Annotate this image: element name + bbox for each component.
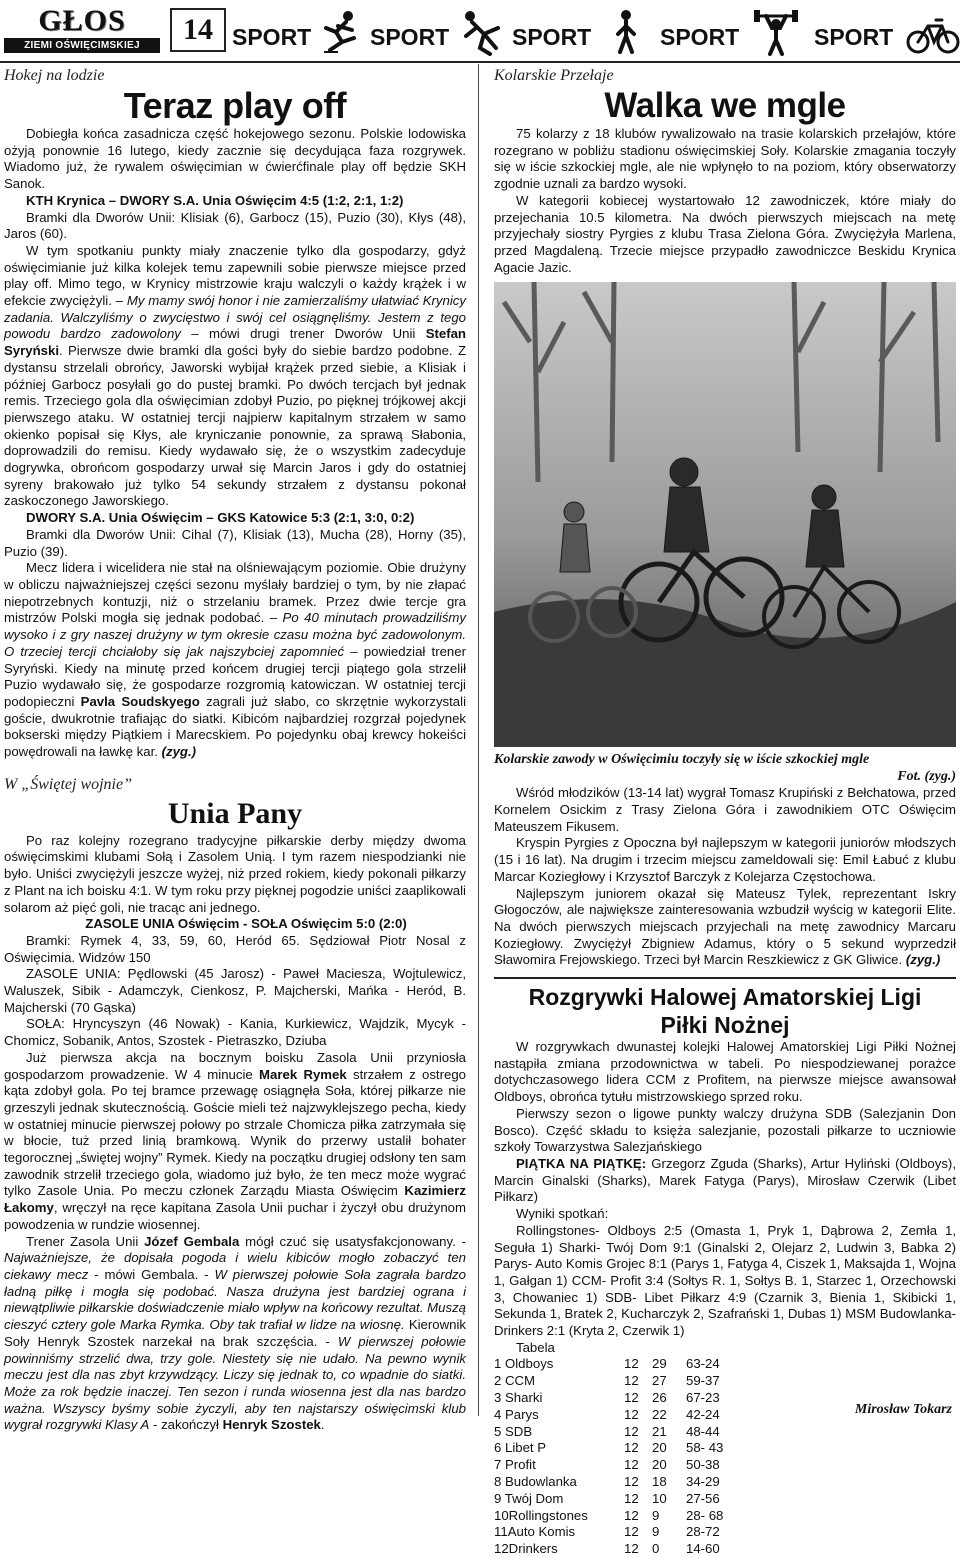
table-row <box>494 1457 794 1474</box>
points: 18 <box>652 1474 667 1489</box>
section-label-5: SPORT <box>814 24 894 50</box>
goal-difference: 28-72 <box>686 1524 720 1540</box>
goal-difference: 28- 68 <box>686 1507 724 1523</box>
text-run: – powiedział trener Syryński. Kiedy na minutę przed końcem drugiej tercji piątego gola strzelił Puzio wydawało się, że gospodarze rozgromią katowiczan. W ostatniej tercji podopieczni <box>4 643 466 709</box>
article-headline: Walka we mgle <box>604 86 846 125</box>
text-run: Kierownik Soły Henryk Szostek narzekał na brak szczęścia. - <box>4 1317 466 1349</box>
author-signoff: (zyg.) <box>161 744 197 760</box>
team-name: 2 CCM <box>494 1373 536 1389</box>
article-paragraph <box>494 886 956 970</box>
text-run: mógł czuć się usatysfakcjonowany. - <box>245 1233 466 1249</box>
points: 29 <box>652 1356 667 1372</box>
team-name: 3 Sharki <box>494 1390 543 1406</box>
article-kicker: W „Świętej wojnie” <box>4 775 132 793</box>
football-article <box>4 775 466 1434</box>
table-row <box>494 1440 794 1457</box>
team-name: 5 SDB <box>494 1423 533 1439</box>
text-run: Grzegorz Zguda (Sharks), Artur Hyliński (Oldboys), Marcin Ginalski (Sharks), Marek Fatyga (Parys), Mirosław Czerwik (Libet Piłkarz) <box>494 1155 956 1205</box>
team-name: 8 Budowlanka <box>494 1474 577 1489</box>
article-paragraph: W rozgrywkach dwunastej kolejki Halowej Amatorskiej Ligi Piłki Nożnej nastąpiła zmiana przodownictwa w tabeli. Po niespodziewanej porażce dotychczasowego lidera CCM z Profitem, na pierwsze miejsce awansował Oldboys, obrońca tytułu mistrzowskiego sprzed roku. <box>494 1039 956 1105</box>
text-run: . Pierwsze dwie bramki dla gości były do siebie bardzo podobne. Z dystansu strzelali obrońcy, Jaworski wybijał krążek przed siebie, a Klisiak i później Garbocz posyłali go do pustej bramki. Po dwóch tercjach był jednak remis. Trzeciego gola dla oświęcimian zdobył Puzio, po pięknej trójkowej akcji pierwszego ataku. W ostatniej tercji najpierw kapitalnym strzałem w samo okienko popisał się Kłys, ale kryniczanie ponownie, za sprawą Słabonia, doprowadzili do remisu. Kiedy wydawało się, że o wszystkim zadecyduje dogrywka, obrońcom gospodarzy urwał się Marcin Jaros i gdy do ostatniej syreny brakowało już tylko 54 sekundy strzałem z dystansu pokonał zaskoczonego Jaworskiego. <box>4 343 466 509</box>
table-row <box>494 1541 794 1558</box>
table-row <box>494 1474 794 1491</box>
person-name: Henryk Szostek <box>222 1417 321 1433</box>
futsal-article <box>494 983 956 1558</box>
logo-subtitle: ZIEMI OŚWIĘCIMSKIEJ <box>4 38 160 53</box>
lineup: SOŁA: Hryncyszyn (46 Nowak) - Kania, Kurkiewicz, Wajdzik, Mycyk - Chomicz, Sobanik, Antos, Szostek - Pietraszko, Dziuba <box>4 1016 466 1049</box>
team-name: 11Auto Komis <box>494 1524 576 1540</box>
section-label-4: SPORT <box>660 24 740 50</box>
games-played: 12 <box>624 1490 639 1506</box>
games-played: 12 <box>624 1541 639 1557</box>
article-paragraph <box>494 1156 956 1206</box>
article-paragraph: Dobiegła końca zasadnicza część hokejowego sezonu. Polskie lodowiska ożyją ponownie 16 lutego, kiedy zacznie się decydująca faza rozgrywek. Wiadomo już, że rywalem oświęcimian w ćwierćfinale play off będzie SKH Sanok. <box>4 126 466 192</box>
table-label: Tabela <box>516 1339 555 1355</box>
points: 9 <box>652 1507 660 1523</box>
table-row <box>494 1491 794 1508</box>
games-played: 12 <box>624 1524 639 1540</box>
goal-scorers: Bramki dla Dworów Unii: Cihal (7), Klisiak (13), Mucha (28), Horny (35), Puzio (39). <box>4 526 466 559</box>
photo-caption: Kolarskie zawody w Oświęcimiu toczyły się w iście szkockiej mgle <box>494 752 870 768</box>
goal-scorers: Bramki: Rymek 4, 33, 59, 60, Heród 65. Sędziował Piotr Nosal z Oświęcimia. Widzów 150 <box>4 932 466 965</box>
article-paragraph: Po raz kolejny rozegrano tradycyjne piłkarskie derby między dwoma oświęcimskimi klubami Sołą i Zasolem Unią. I tym razem niespodzianki nie było. Uniści zwyciężyli jeszcze wyżej, niż przed rokiem, kiedy pokonali piłkarzy z Plant na ich boisku 4:1. W tym roku przy pięknej pogodzie uniści zaaplikowali solarom aż pięć goli, nie tracąc ani jednego. <box>4 832 466 915</box>
table-row <box>494 1356 794 1373</box>
league-table <box>494 1356 794 1558</box>
table-row <box>494 1524 794 1541</box>
games-played: 12 <box>624 1474 639 1489</box>
lineup: ZASOLE UNIA: Pędlowski (45 Jarosz) - Paweł Maciesza, Wojtulewicz, Waluszek, Sibik - Adamczyk, Cienkosz, P. Majcherski, Mańka - Heród, B. Majcherski (70 Gąska) <box>4 966 466 1015</box>
article-paragraph <box>4 243 466 510</box>
games-played: 12 <box>624 1406 639 1422</box>
person-name: Pavla Soudskyego <box>80 693 200 709</box>
section-label-2: SPORT <box>370 24 450 50</box>
table-row <box>494 1390 794 1407</box>
goal-difference: 67-23 <box>686 1390 720 1406</box>
author-signature: Mirosław Tokarz <box>854 1402 952 1417</box>
text-run: Trener Zasola Unii <box>26 1233 139 1249</box>
page-number: 14 <box>170 8 226 52</box>
text-run: - mówi Gembala. - <box>94 1267 209 1282</box>
person-name: Józef Gembala <box>144 1233 240 1249</box>
text-run: strzałem z ostrego kąta zdobył gola. Po tej bramce przewagę osiągnęła Soła, której piłkarze nie grzeszyli jednak skutecznością. Goście mieli też najzwyklejszego pecha, kiedy w ostatniej minucie pierwszej połowy po strzale Chomicza piłka zatrzymała się w błocie, tuż przed linią bramkową. Wynik do przerwy ustalił bohater tegorocznej „świętej wojny” Rymek. Kiedy na początku drugiej odsłony ten sam zawodnik strzelił trzeciego gola, wiadomo już było, że ten mecz może wygrać tylko Zasole Unia. Po meczu członek Zarządu Miasta Oświęcim <box>4 1066 466 1199</box>
quote: W pierwszej połowie Soła zagrała bardzo ładną piłkę i mogła się podobać. Nasza drużyna jest bardziej ograna i niewątpliwie piłkarskie doświadczenie miało wpływ na końcowy rezultat. Muszą cieszyć cztery gole Marka Rymka. Oby tak trafiał w lidze na wiosnę. <box>4 1267 466 1333</box>
team-name: 4 Parys <box>494 1406 539 1422</box>
section-rule <box>494 977 956 979</box>
article-headline <box>494 983 956 1039</box>
article-paragraph <box>4 1050 466 1234</box>
logo-title: GŁOS <box>38 4 126 37</box>
goal-difference: 27-56 <box>686 1490 720 1506</box>
header-rule <box>0 61 960 63</box>
quote: Po 40 minutach prowadziliśmy wysoko i z gry naszej drużyny w tym okresie czasu można być zadowolonym. O trzeciej tercji chciałoby się jak najszybciej zapomnieć <box>4 610 466 659</box>
table-row <box>494 1373 794 1390</box>
games-played: 12 <box>624 1507 639 1523</box>
team-name: 10Rollingstones <box>494 1507 588 1523</box>
text-run: Mecz lidera i wicelidera nie stał na olśniewającym poziomie. Obie drużyny w obliczu najważniejszej części sezonu myślały bardziej o tym, by nie złapać niepotrzebnych kontuzji, niż o strzelaniu bramek. Przez dwie tercje gra mistrzów Polski mogła się jednak podobać. – <box>4 560 466 626</box>
person-name: Marek Rymek <box>259 1066 347 1082</box>
match-result: KTH Krynica – DWORY S.A. Unia Oświęcim 4:5 (1:2, 2:1, 1:2) <box>26 192 404 208</box>
article-paragraph: Pierwszy sezon o ligowe punkty walczy drużyna SDB (Salezjanin Don Bosco). Część składu to księża salezjanie, pozostali piłkarze to uczniowie szkoły Towarzystwa Salezjańskiego <box>494 1105 956 1155</box>
team-name: 1 Oldboys <box>494 1356 554 1372</box>
goal-difference: 48-44 <box>686 1423 720 1439</box>
cyclists-photo <box>494 282 956 747</box>
match-result: ZASOLE UNIA Oświęcim - SOŁA Oświęcim 5:0 (2:0) <box>85 916 407 932</box>
games-played: 12 <box>624 1457 639 1473</box>
cycling-article <box>494 66 956 969</box>
walker-icon <box>602 8 650 56</box>
goal-difference: 34-29 <box>686 1474 720 1489</box>
page-header <box>0 0 960 62</box>
bicycle-icon <box>906 8 960 56</box>
quote: My mamy swój honor i nie zamierzaliśmy ułatwiać Krynicy zadania. Walczyliśmy o zwycięstwo i swój cel osiągnęliśmy. Jestem z tego powodu bardzo zadowolony <box>4 293 466 342</box>
person-name: Kazimierz Łakomy <box>4 1183 466 1216</box>
headline-line: Rozgrywki Halowej Amatorskiej Ligi <box>528 984 922 1011</box>
label: PIĄTKA NA PIĄTKĘ: <box>516 1155 647 1171</box>
games-played: 12 <box>624 1373 639 1389</box>
author-signoff: (zyg.) <box>905 952 941 968</box>
article-paragraph: Kryspin Pyrgies z Opoczna był najlepszym w kategorii juniorów młodszych (15 i 16 lat). Na drugim i trzecim miejscu zameldowali się: Emil Łabuć z klubu Marcar Koziegłowy i Krzysztof Barczyk z Kolejarza Częstochowa. <box>494 835 956 884</box>
goal-difference: 50-38 <box>686 1457 720 1473</box>
team-name: 7 Profit <box>494 1457 536 1473</box>
games-played: 12 <box>624 1390 639 1406</box>
article-paragraph: W kategorii kobiecej wystartowało 12 zawodniczek, które miały do przejechania 10.5 kilometra. Na dwóch pierwszych miejscach na metę przyjechały siostry Pyrgies z klubu Trasa Zielona Góra. Zwyciężyła Marlena, przed Magdaleną. Trzecie miejsce przypadło zawodniczce Beskidu Krynica Agacie Jazic. <box>494 192 956 275</box>
goal-difference: 42-24 <box>686 1406 720 1422</box>
points: 10 <box>652 1490 667 1506</box>
goal-difference: 59-37 <box>686 1373 720 1389</box>
article-headline: Teraz play off <box>123 85 347 126</box>
table-row <box>494 1407 794 1424</box>
left-column <box>4 66 466 1434</box>
games-played: 12 <box>624 1356 639 1372</box>
points: 22 <box>652 1406 667 1422</box>
team-name: 6 Libet P <box>494 1440 547 1456</box>
goal-scorers: Bramki dla Dworów Unii: Klisiak (6), Garbocz (15), Puzio (30), Kłys (48), Jaros (60). <box>4 209 466 242</box>
match-result: DWORY S.A. Unia Oświęcim – GKS Katowice 5:3 (2:1, 3:0, 0:2) <box>26 510 415 526</box>
points: 0 <box>652 1541 660 1557</box>
goal-difference: 58- 43 <box>686 1440 724 1456</box>
text-run: zagrali już słabo, co skrzętnie wykorzystali goście, dwukrotnie trafiając do siatki. Kibicóm najbardziej rozgrzał pojedynek bokserski między Piątkiem i Marecskiem. Po pojedynku obaj krewcy hokeiści powędrowali na ławkę kar. <box>4 693 467 760</box>
text-run: W tym spotkaniu punkty miały znaczenie tylko dla gospodarzy, gdyż oświęcimianie już kilka kolejek temu zapewnili sobie pierwsze miejsce przed play off. Mimo tego, w Krynicy mistrzowie kraju walczyli o każdy krążek i w efekcie zwyciężyli. – <box>4 242 466 309</box>
newspaper-logo <box>4 6 160 56</box>
column-divider <box>478 64 479 1416</box>
text-run: – mówi drugi trener Dworów Unii <box>191 326 416 342</box>
headline-line: Piłki Nożnej <box>660 1012 790 1039</box>
weightlifter-icon <box>752 8 800 56</box>
table-row <box>494 1424 794 1441</box>
points: 20 <box>652 1440 667 1456</box>
table-row <box>494 1508 794 1525</box>
points: 27 <box>652 1373 667 1389</box>
right-column <box>494 66 956 1557</box>
team-name: 12Drinkers <box>494 1541 558 1557</box>
goal-difference: 14-60 <box>686 1541 720 1557</box>
hockey-article <box>4 66 466 761</box>
results-label: Wyniki spotkań: <box>516 1206 609 1222</box>
article-kicker: Hokej na lodzie <box>4 67 105 84</box>
team-name: 9 Twój Dom <box>494 1490 564 1506</box>
article-headline: Unia Pany <box>167 796 303 830</box>
article-paragraph: Wśród młodzików (13-14 lat) wygrał Tomasz Krupiński z Bełchatowa, przed Kornelem Osickim z Trasy Zielona Góra i zawodnikiem OTC Oświęcim Mateuszem Fikusem. <box>494 785 956 834</box>
text-run: - zakończył <box>153 1417 219 1433</box>
person-name: Stefan Syryński <box>4 326 466 359</box>
article-paragraph: 75 kolarzy z 18 klubów rywalizowało na trasie kolarskich przełajów, które rozegrano w pobliżu stadionu oświęcimskiej Soły. Kolarskie zmagania toczyły się w iście szkockiej mgle, ale nie wpłynęło to na poziom, który obserwatorzy zgodnie uznali za bardzo wysoki. <box>494 126 956 192</box>
article-paragraph <box>4 1234 466 1434</box>
photo-credit: Fot. (zyg.) <box>897 769 956 785</box>
games-played: 12 <box>624 1423 639 1439</box>
results-list: Rollingstones- Oldboys 2:5 (Omasta 1, Pryk 1, Dąbrowa 2, Zemła 1, Seguła 1) Sharki- Twój Dom 9:1 (Ginalski 2, Olejarz 2, Ludwin 3, Babka 2) Parys- Auto Komis Grojec 8:1 (Parys 1, Fatyga 4, Ciszek 1, Maksajda 1, Wojna 1, Gałgan 1) CCM- Profit 3:4 (Sołtys R. 1, Sołtys B. 1, Starzec 1, Orzechowski 3, Chowaniec 1) SDB- Libet Piłkarz 4:9 (Czarnik 3, Bienia 1, Skibicki 1, Sekunda 1, Bratek 2, Kucharczyk 2, Szafrański 1, Dubas 1) MSM Budowlanka- Drinkers 2:1 (Kryta 2, Czerwik 1) <box>494 1222 956 1339</box>
section-label-1: SPORT <box>232 24 312 50</box>
points: 26 <box>652 1390 667 1406</box>
points: 9 <box>652 1524 660 1540</box>
games-played: 12 <box>624 1440 639 1456</box>
runner-icon <box>460 8 508 56</box>
text-run: Już pierwsza akcja na bocznym boisku Zasola Unii przyniosła gospodarzom prowadzenie. W 4 minucie <box>4 1049 466 1082</box>
article-paragraph <box>4 560 466 760</box>
text-run: , wręczył na ręce kapitana Zasola Unii puchar i życzył obu drużynom powodzenia w rundzie wiosennej. <box>4 1200 466 1232</box>
quote: W pierwszej połowie powinniśmy strzelić dwa, trzy gole. Niestety się nie udało. Na pewno wynik meczu jest dla nas zbyt krzywdzący. Liczy się jednak to, co wpadnie do siatki. Może za rok będzie inaczej. Ten sezon i runda wiosenna jest dla nas bardzo ważna. Wszyscy byśmy sobie życzyli, aby ten najstarszy oświęcimski klub wygrał rozgrywki Klasy A <box>4 1333 466 1433</box>
skater-icon <box>316 8 364 56</box>
points: 20 <box>652 1457 667 1473</box>
goal-difference: 63-24 <box>686 1356 720 1372</box>
text-run: Najlepszym juniorem okazał się Mateusz Tylek, reprezentant Iskry Głogoczów, ale największe zainteresowania wzbudził wyścig w kategorii Elite. Na dwóch pierwszych miejscach przyjechali na metę zawodnicy Marcaru Koziegłowy. Zwyciężył Zbigniew Adamus, który o 5 sekund wyprzedził Sławomira Frejowskiego. Trzeci był Marcin Reszkiewicz z GK Gliwice. <box>494 885 956 968</box>
league-table-body <box>494 1356 794 1558</box>
points: 21 <box>652 1423 667 1439</box>
article-kicker: Kolarskie Przełaje <box>494 67 614 84</box>
section-label-3: SPORT <box>512 24 592 50</box>
quote: Najważniejsze, że dopisała pogoda i wielu kibiców mogło zobaczyć ten ciekawy mecz <box>4 1250 466 1282</box>
text-run: . <box>320 1417 325 1433</box>
